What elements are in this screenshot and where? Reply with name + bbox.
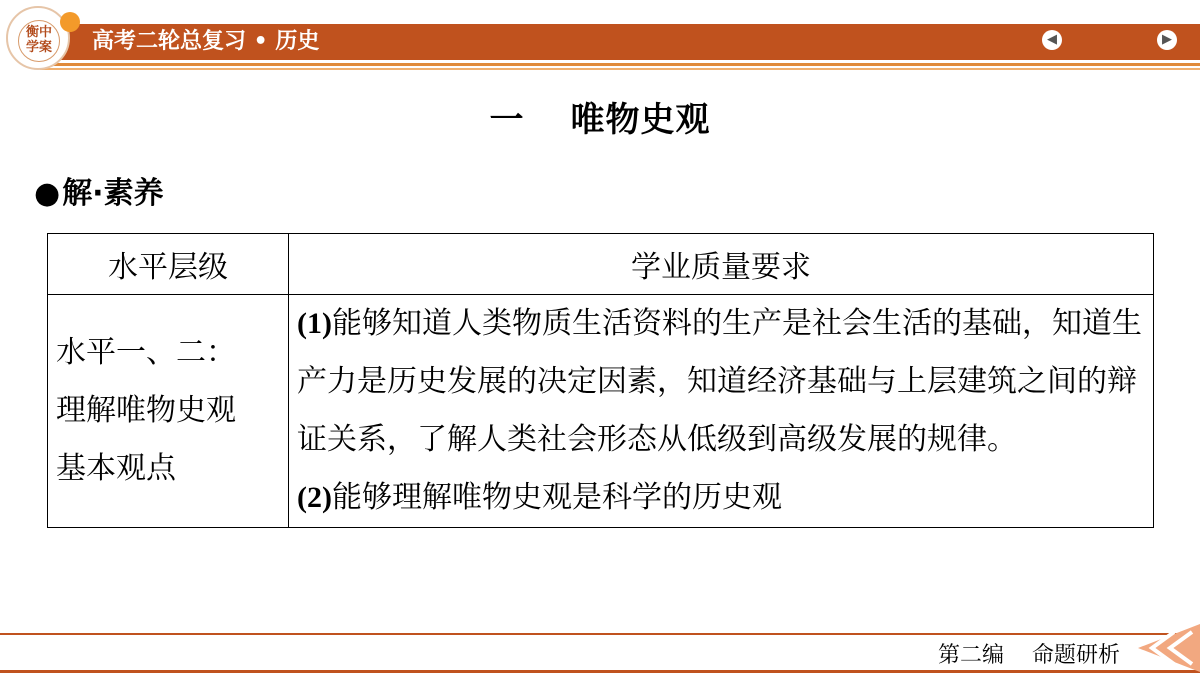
header-divider-secondary [40, 68, 1200, 70]
requirement-2-text: 能够理解唯物史观是科学的历史观 [331, 480, 782, 515]
arrow-left-icon: ◀ [1047, 32, 1057, 47]
arrow-right-icon: ▶ [1162, 32, 1172, 47]
logo-text [19, 25, 59, 55]
title-text: 唯物史观 [570, 100, 711, 140]
requirement-1 [297, 295, 1145, 469]
next-slide-button[interactable] [1157, 30, 1177, 50]
footer-divider-bottom [0, 670, 1200, 673]
prev-slide-button[interactable] [1042, 30, 1062, 50]
requirement-1-number: (1) [297, 307, 332, 340]
section-heading [34, 168, 164, 212]
header [0, 0, 1200, 80]
footer-breadcrumb [910, 638, 1120, 669]
table-header-row [48, 234, 1154, 295]
header-level: 水平层级 [48, 234, 289, 295]
level-line-1: 水平一、二： [56, 335, 236, 370]
header-divider [40, 63, 1200, 66]
double-chevron-left-icon[interactable] [1134, 622, 1200, 674]
page-title [0, 92, 1200, 141]
requirement-2 [297, 469, 1145, 527]
bullet-icon: ● [34, 176, 61, 211]
title-number: 一 [489, 100, 525, 140]
logo-text-line2: 学案 [25, 40, 52, 55]
requirement-1-text: 能够知道人类物质生活资料的生产是社会生活的基础，知道生产力是历史发展的决定因素，知道经济基础与上层建筑之间的辩证关系，了解人类社会形态从低级到高级发展的规律。 [297, 306, 1142, 457]
footer-divider [0, 633, 1200, 635]
section-heading-text: 解·素养 [62, 176, 164, 211]
footer-part: 第二编 [937, 643, 1004, 668]
logo-text-line1: 衡中 [25, 25, 52, 40]
header-requirement: 学业质量要求 [289, 234, 1154, 295]
logo-dot [60, 12, 80, 32]
requirement-cell [289, 295, 1154, 528]
level-cell [48, 295, 289, 528]
level-line-3: 基本观点 [56, 451, 176, 486]
level-line-2: 理解唯物史观 [56, 393, 236, 428]
footer-section: 命题研析 [1031, 643, 1120, 668]
course-title: 高考二轮总复习 • 历史 [92, 29, 320, 54]
quality-table [47, 233, 1154, 528]
requirement-2-number: (2) [297, 481, 332, 514]
logo [6, 6, 70, 70]
logo-seal [18, 20, 60, 62]
table-row [48, 295, 1154, 528]
